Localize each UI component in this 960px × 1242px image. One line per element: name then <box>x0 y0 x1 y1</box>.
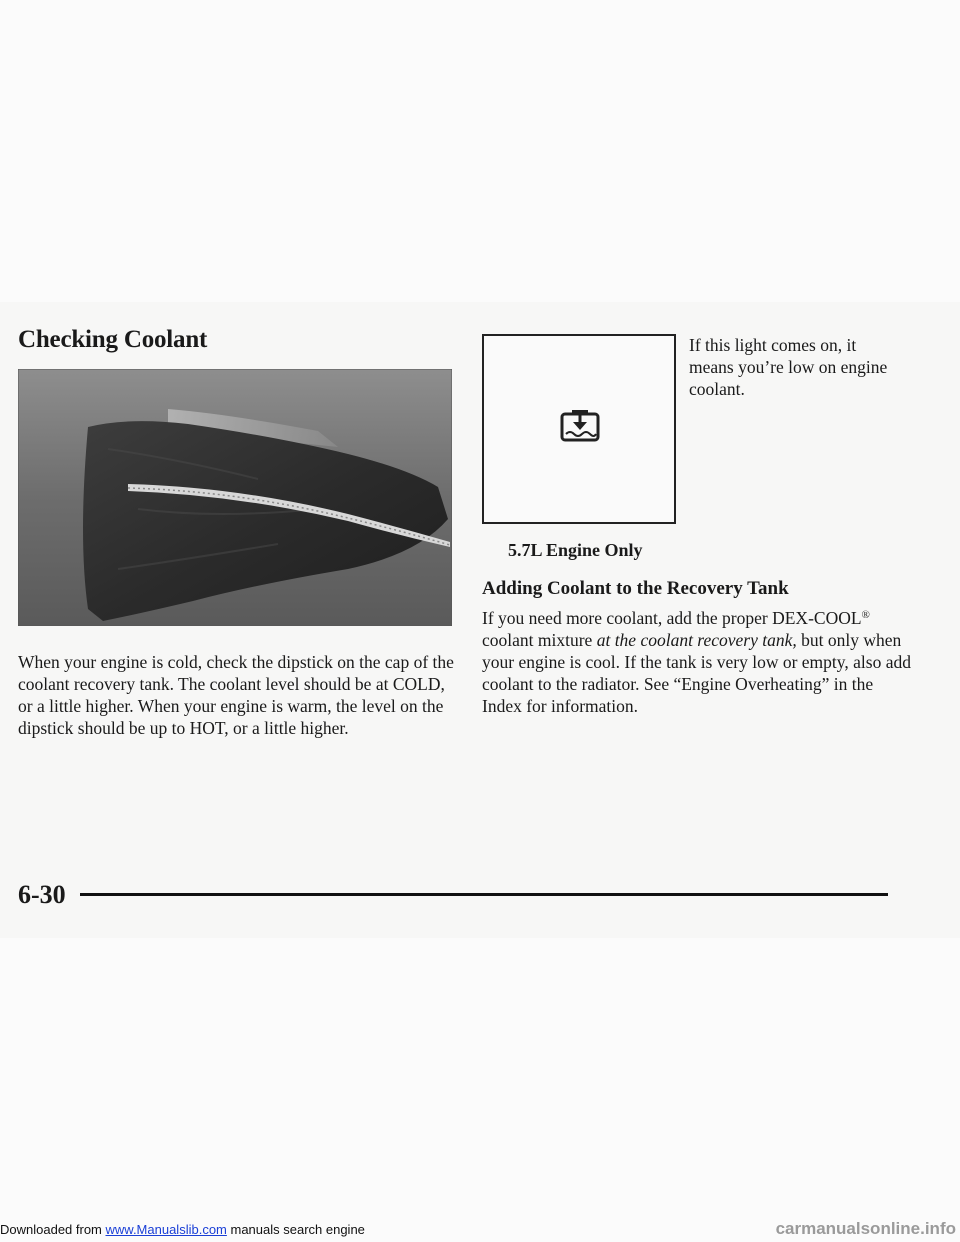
registered-mark: ® <box>861 609 870 621</box>
adding-text-part-3: but only when your engine is cool. If the tank is very low or empty, also add coolant to the radiator. See “Engine Overheating” in the Index for information. <box>482 630 911 716</box>
coolant-light-panel <box>482 334 676 524</box>
footer-rule <box>80 893 888 896</box>
download-banner <box>0 1222 365 1237</box>
dipstick-photo <box>18 369 452 626</box>
adding-text-part-2: coolant mixture <box>482 630 597 650</box>
banner-suffix: manuals search engine <box>226 1222 365 1237</box>
coolant-level-warning-icon <box>560 408 600 444</box>
adding-coolant-instructions <box>482 607 912 717</box>
page-number: 6-30 <box>18 880 66 909</box>
section-title: Checking Coolant <box>18 326 208 353</box>
banner-prefix: Downloaded from <box>0 1222 106 1237</box>
adding-emphasis: at the coolant recovery tank, <box>596 630 797 650</box>
indicator-caption: 5.7L Engine Only <box>508 540 643 560</box>
checking-coolant-instructions: When your engine is cold, check the dipstick on the cap of the coolant recovery tank. The coolant level should be at COLD, or a little higher. When your engine is warm, the level on the dipstick should be up to HOT, or a little higher. <box>18 652 454 738</box>
adding-text-part-1: If you need more coolant, add the proper DEX-COOL <box>482 608 862 628</box>
adding-coolant-title: Adding Coolant to the Recovery Tank <box>482 578 789 599</box>
coolant-light-description: If this light comes on, it means you’re low on engine coolant. <box>689 335 888 399</box>
manualslib-link[interactable]: www.Manualslib.com <box>105 1222 227 1237</box>
site-watermark: carmanualsonline.info <box>775 1219 956 1238</box>
